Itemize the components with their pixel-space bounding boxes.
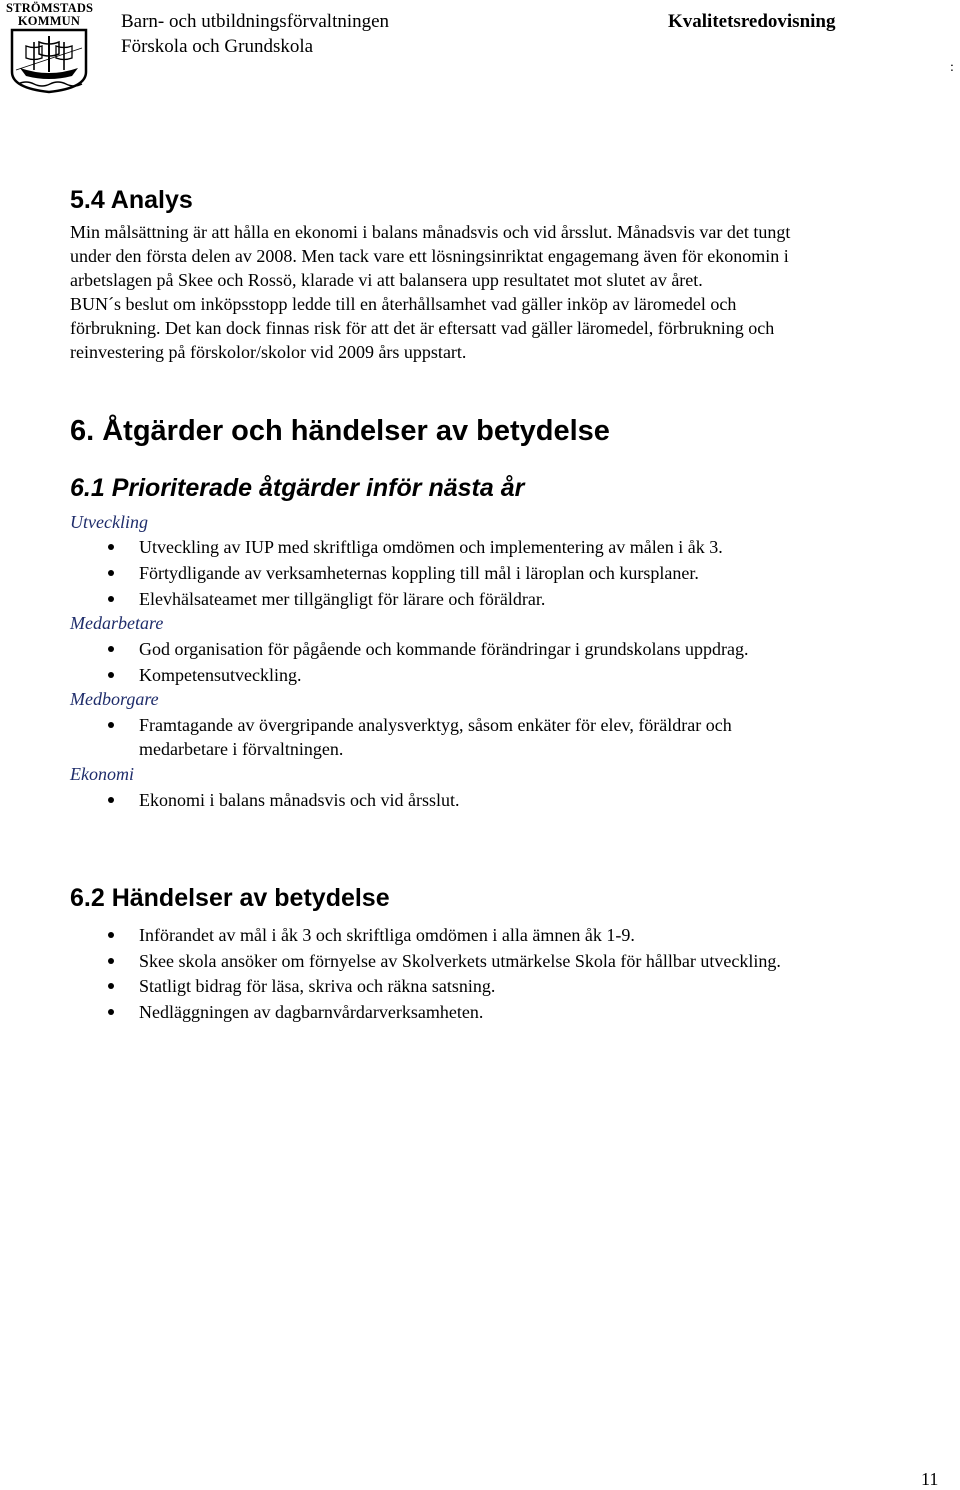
paragraph-line: arbetslagen på Skee och Rossö, klarade vi att balansera upp resultatet mot slutet av året. xyxy=(70,270,703,290)
bullet-icon xyxy=(108,672,114,678)
bullet-icon xyxy=(108,722,114,728)
bullet-icon xyxy=(108,570,114,576)
list-item: Framtagande av övergripande analysverktyg, såsom enkäter för elev, föräldrar och xyxy=(139,715,732,735)
list-item: Elevhälsateamet mer tillgängligt för lärare och föräldrar. xyxy=(139,589,546,609)
bullet-icon xyxy=(108,958,114,964)
bullet-icon xyxy=(108,646,114,652)
bullet-icon xyxy=(108,983,114,989)
bullet-icon xyxy=(108,596,114,602)
bullet-icon xyxy=(108,544,114,550)
logo-text xyxy=(6,2,92,28)
header-organization: Barn- och utbildningsförvaltningen xyxy=(121,11,390,32)
list-item: Kompetensutveckling. xyxy=(139,665,302,685)
heading-5-4: 5.4 Analys xyxy=(70,186,193,214)
list-item: Utveckling av IUP med skriftliga omdömen och implementering av målen i åk 3. xyxy=(139,537,723,557)
paragraph-line: under den första delen av 2008. Men tack vare ett lösningsinriktat engagemang även för ekonomin i xyxy=(70,246,789,266)
logo-text-line-1: STRÖMSTADS xyxy=(6,1,94,15)
ship-crest-icon xyxy=(6,28,92,94)
header-subtitle: Förskola och Grundskola xyxy=(121,36,314,57)
paragraph-line: reinvestering på förskolor/skolor vid 2009 års uppstart. xyxy=(70,342,467,362)
heading-6-1: 6.1 Prioriterade åtgärder inför nästa år xyxy=(70,474,525,502)
list-item-continuation: medarbetare i förvaltningen. xyxy=(139,739,344,759)
list-item: Införandet av mål i åk 3 och skriftliga omdömen i alla ämnen åk 1-9. xyxy=(139,925,635,945)
bullet-icon xyxy=(108,1009,114,1015)
list-item: Ekonomi i balans månadsvis och vid årsslut. xyxy=(139,790,460,810)
paragraph-line: förbrukning. Det kan dock finnas risk för att det är eftersatt vad gäller läromedel, förbrukning och xyxy=(70,318,775,338)
header-document-title: Kvalitetsredovisning xyxy=(668,11,836,32)
header-corner-mark: : xyxy=(950,60,954,75)
heading-6-2: 6.2 Händelser av betydelse xyxy=(70,884,390,912)
bullet-icon xyxy=(108,797,114,803)
analysis-paragraph xyxy=(70,220,930,364)
list-item: Nedläggningen av dagbarnvårdarverksamheten. xyxy=(139,1002,484,1022)
bullet-icon xyxy=(108,932,114,938)
paragraph-line: Min målsättning är att hålla en ekonomi i balans månadsvis och vid årsslut. Månadsvis var det tungt xyxy=(70,222,791,242)
page-number: 11 xyxy=(921,1469,939,1489)
list-item: Förtydligande av verksamheternas koppling till mål i läroplan och kursplaner. xyxy=(139,563,699,583)
category-ekonomi: Ekonomi xyxy=(70,764,134,784)
category-utveckling: Utveckling xyxy=(70,512,148,532)
category-medborgare: Medborgare xyxy=(70,689,159,709)
list-item: Skee skola ansöker om förnyelse av Skolverkets utmärkelse Skola för hållbar utveckling. xyxy=(139,951,781,971)
paragraph-line: BUN´s beslut om inköpsstopp ledde till en återhållsamhet vad gäller inköp av läromedel och xyxy=(70,294,737,314)
heading-6: 6. Åtgärder och händelser av betydelse xyxy=(70,415,610,447)
municipality-logo xyxy=(6,2,92,96)
category-medarbetare: Medarbetare xyxy=(70,613,164,633)
list-item: God organisation för pågående och kommande förändringar i grundskolans uppdrag. xyxy=(139,639,749,659)
logo-text-line-2: KOMMUN xyxy=(17,14,81,28)
list-item: Statligt bidrag för läsa, skriva och räkna satsning. xyxy=(139,976,496,996)
